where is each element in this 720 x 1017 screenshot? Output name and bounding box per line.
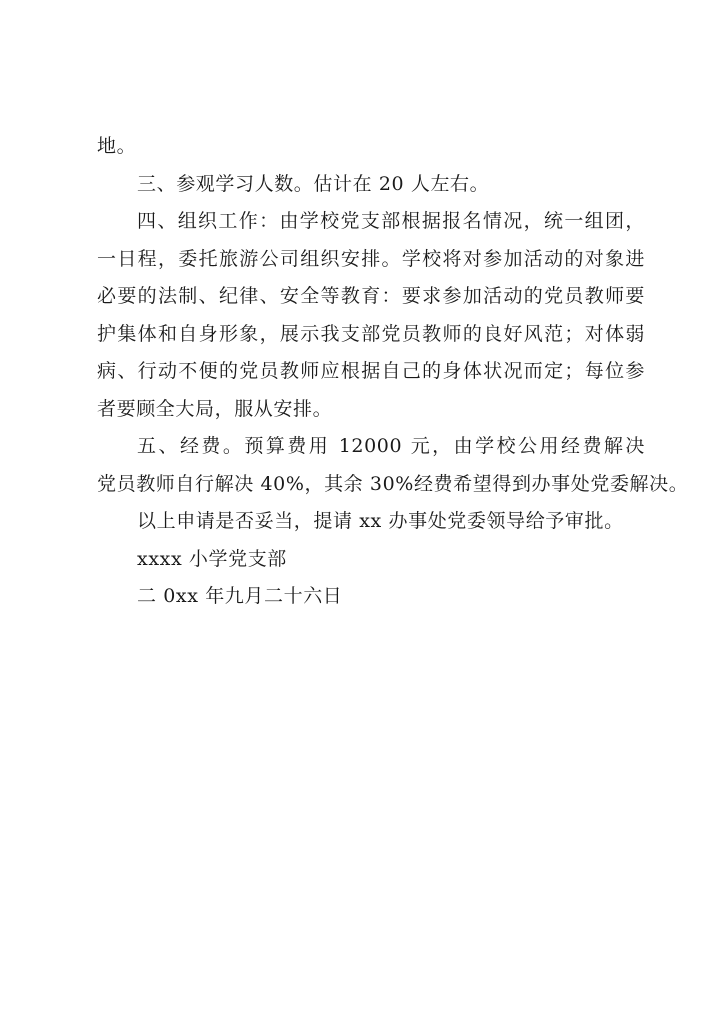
approval-request: 以上申请是否妥当，提请 xx 办事处党委领导给予审批。 [137,510,624,532]
section-four-organization-line-1: 四、组织工作：由学校党支部根据报名情况，统一组团， [137,210,645,232]
section-four-organization-line-4: 护集体和自身形象，展示我支部党员教师的良好风范；对体弱 [97,322,645,345]
signature-date: 二 0xx 年九月二十六日 [137,585,343,607]
section-four-organization-line-2: 一日程，委托旅游公司组织安排。学校将对参加活动的对象进 [97,247,645,270]
section-three-participants: 三、参观学习人数。估计在 20 人左右。 [137,172,490,195]
section-four-organization-line-6: 者要顾全大局，服从安排。 [97,397,333,420]
section-four-organization-line-3: 必要的法制、纪律、安全等教育：要求参加活动的党员教师要 [97,285,645,307]
section-four-organization-line-5: 病、行动不便的党员教师应根据自己的身体状况而定；每位参 [97,360,645,382]
text-line-continuation: 地。 [97,135,137,157]
section-five-funding-line-1: 五、经费。预算费用 12000 元，由学校公用经费解决 [137,435,645,457]
signature-organization: xxxx 小学党支部 [137,547,287,570]
document-body [97,128,689,616]
section-five-funding-line-2: 党员教师自行解决 40%，其余 30%经费希望得到办事处党委解决。 [97,472,689,495]
